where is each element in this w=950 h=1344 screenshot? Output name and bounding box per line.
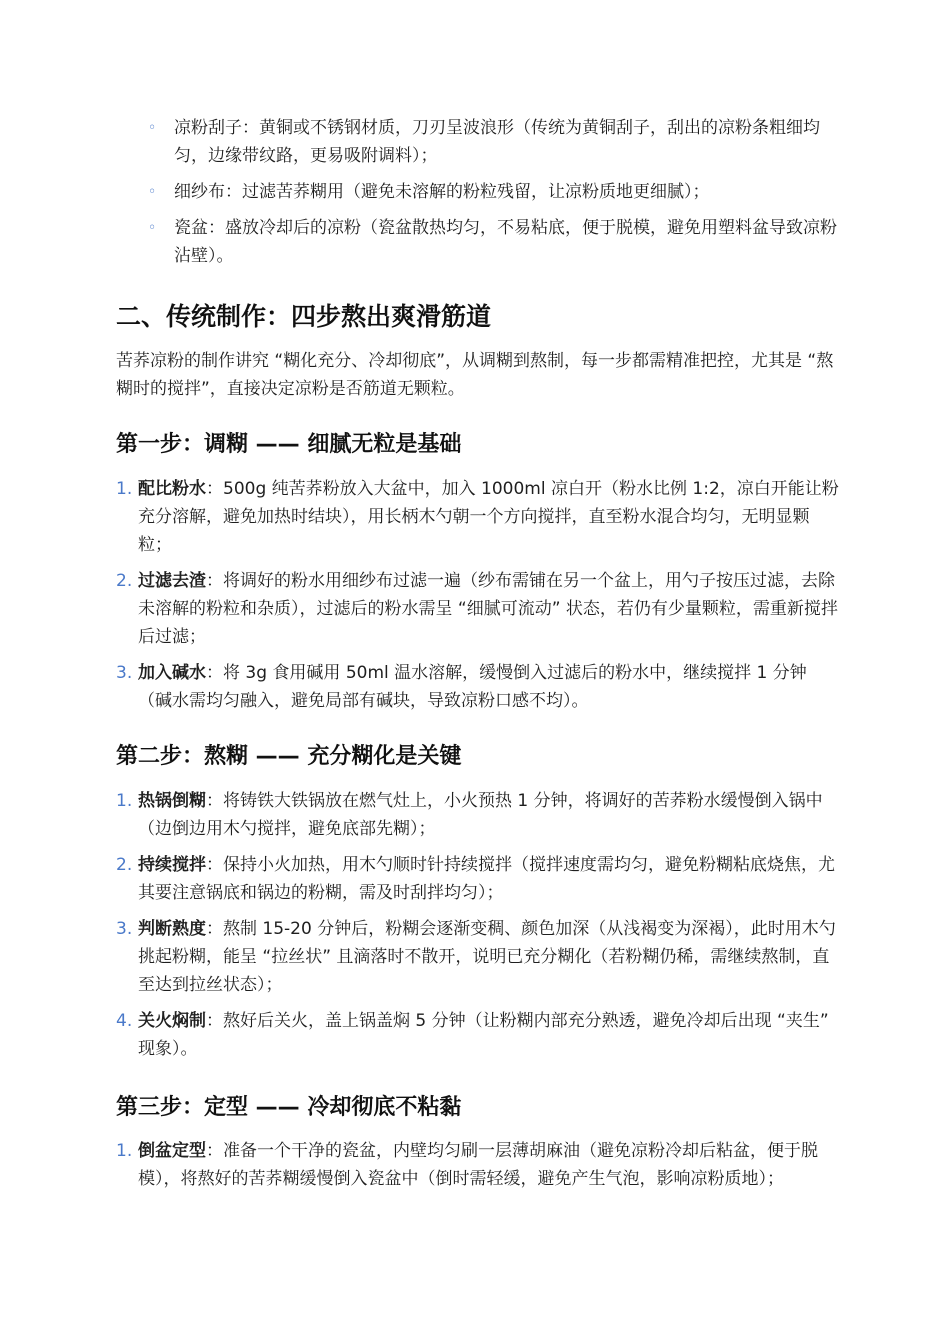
item-text: ：熬好后关火，盖上锅盖焖 5 分钟（让粉糊内部充分熟透，避免冷却后出现 “夹生” 现象）。 (138, 1011, 829, 1059)
list-item (116, 1007, 840, 1063)
item-number: 4. (116, 1011, 133, 1031)
list-item (116, 659, 840, 715)
tools-list (140, 114, 840, 278)
list-item (116, 567, 840, 651)
step3-list (116, 1137, 840, 1201)
list-item (116, 1137, 840, 1193)
list-item (116, 851, 840, 907)
section-heading: 二、传统制作：四步熬出爽滑筋道 (116, 302, 492, 331)
step1-list (116, 475, 840, 723)
list-item (116, 475, 840, 559)
item-number: 2. (116, 855, 133, 875)
list-item-text: 瓷盆：盛放冷却后的凉粉（瓷盆散热均匀，不易粘底，便于脱模，避免用塑料盆导致凉粉沾壁）。 (174, 218, 837, 266)
item-text: ：将 3g 食用碱用 50ml 温水溶解，缓慢倒入过滤后的粉水中，继续搅拌 1 分钟（碱水需均匀融入，避免局部有碱块，导致凉粉口感不均）。 (138, 663, 807, 711)
list-item (140, 214, 840, 270)
item-text: ：准备一个干净的瓷盆，内壁均匀刷一层薄胡麻油（避免凉粉冷却后粘盆，便于脱模），将熬好的苦荞糊缓慢倒入瓷盆中（倒时需轻缓，避免产生气泡，影响凉粉质地）； (138, 1141, 818, 1189)
item-number: 1. (116, 479, 133, 499)
item-number: 1. (116, 791, 133, 811)
bullet-icon: ◦ (148, 220, 157, 236)
item-text: ：将调好的粉水用细纱布过滤一遍（纱布需铺在另一个盆上，用勺子按压过滤，去除未溶解的粉粒和杂质），过滤后的粉水需呈 “细腻可流动” 状态，若仍有少量颗粒，需重新搅拌后过滤； (138, 571, 838, 647)
list-item-text: 凉粉刮子：黄铜或不锈钢材质，刀刃呈波浪形（传统为黄铜刮子，刮出的凉粉条粗细均匀，边缘带纹路，更易吸附调料）； (174, 118, 820, 166)
section-intro: 苦荞凉粉的制作讲究 “糊化充分、冷却彻底”，从调糊到熬制，每一步都需精准把控，尤其是 “熬糊时的搅拌”，直接决定凉粉是否筋道无颗粒。 (116, 351, 834, 399)
item-number: 1. (116, 1141, 133, 1161)
item-text: ：保持小火加热，用木勺顺时针持续搅拌（搅拌速度需均匀，避免粉糊粘底烧焦，尤其要注意锅底和锅边的粉糊，需及时刮拌均匀）； (138, 855, 835, 903)
item-label: 配比粉水 (138, 479, 206, 499)
list-item (140, 178, 840, 206)
item-text: ：将铸铁大铁锅放在燃气灶上，小火预热 1 分钟，将调好的苦荞粉水缓慢倒入锅中（边倒边用木勺搅拌，避免底部先糊）； (138, 791, 823, 839)
item-label: 倒盆定型 (138, 1141, 206, 1161)
list-item (116, 915, 840, 999)
item-label: 判断熟度 (138, 919, 206, 939)
item-text: ：500g 纯苦荞粉放入大盆中，加入 1000ml 凉白开（粉水比例 1:2，凉白开能让粉充分溶解，避免加热时结块），用长柄木勺朝一个方向搅拌，直至粉水混合均匀，无明显颗粒； (138, 479, 839, 555)
list-item-text: 细纱布：过滤苦荞糊用（避免未溶解的粉粒残留，让凉粉质地更细腻）； (174, 182, 710, 202)
list-item (116, 787, 840, 843)
item-text: ：熬制 15-20 分钟后，粉糊会逐渐变稠、颜色加深（从浅褐变为深褐），此时用木勺挑起粉糊，能呈 “拉丝状” 且滴落时不散开，说明已充分糊化（若粉糊仍稀，需继续熬制，直至达到拉丝状态）； (138, 919, 836, 995)
list-item (140, 114, 840, 170)
item-number: 3. (116, 919, 133, 939)
step1-heading: 第一步：调糊 —— 细腻无粒是基础 (116, 432, 462, 457)
item-number: 3. (116, 663, 133, 683)
item-label: 热锅倒糊 (138, 791, 206, 811)
step2-heading: 第二步：熬糊 —— 充分糊化是关键 (116, 744, 462, 769)
step2-list (116, 787, 840, 1071)
item-number: 2. (116, 571, 133, 591)
item-label: 关火焖制 (138, 1011, 206, 1031)
bullet-icon: ◦ (148, 120, 157, 136)
step3-heading: 第三步：定型 —— 冷却彻底不粘黏 (116, 1095, 462, 1120)
bullet-icon: ◦ (148, 184, 157, 200)
item-label: 持续搅拌 (138, 855, 206, 875)
item-label: 过滤去渣 (138, 571, 206, 591)
item-label: 加入碱水 (138, 663, 206, 683)
